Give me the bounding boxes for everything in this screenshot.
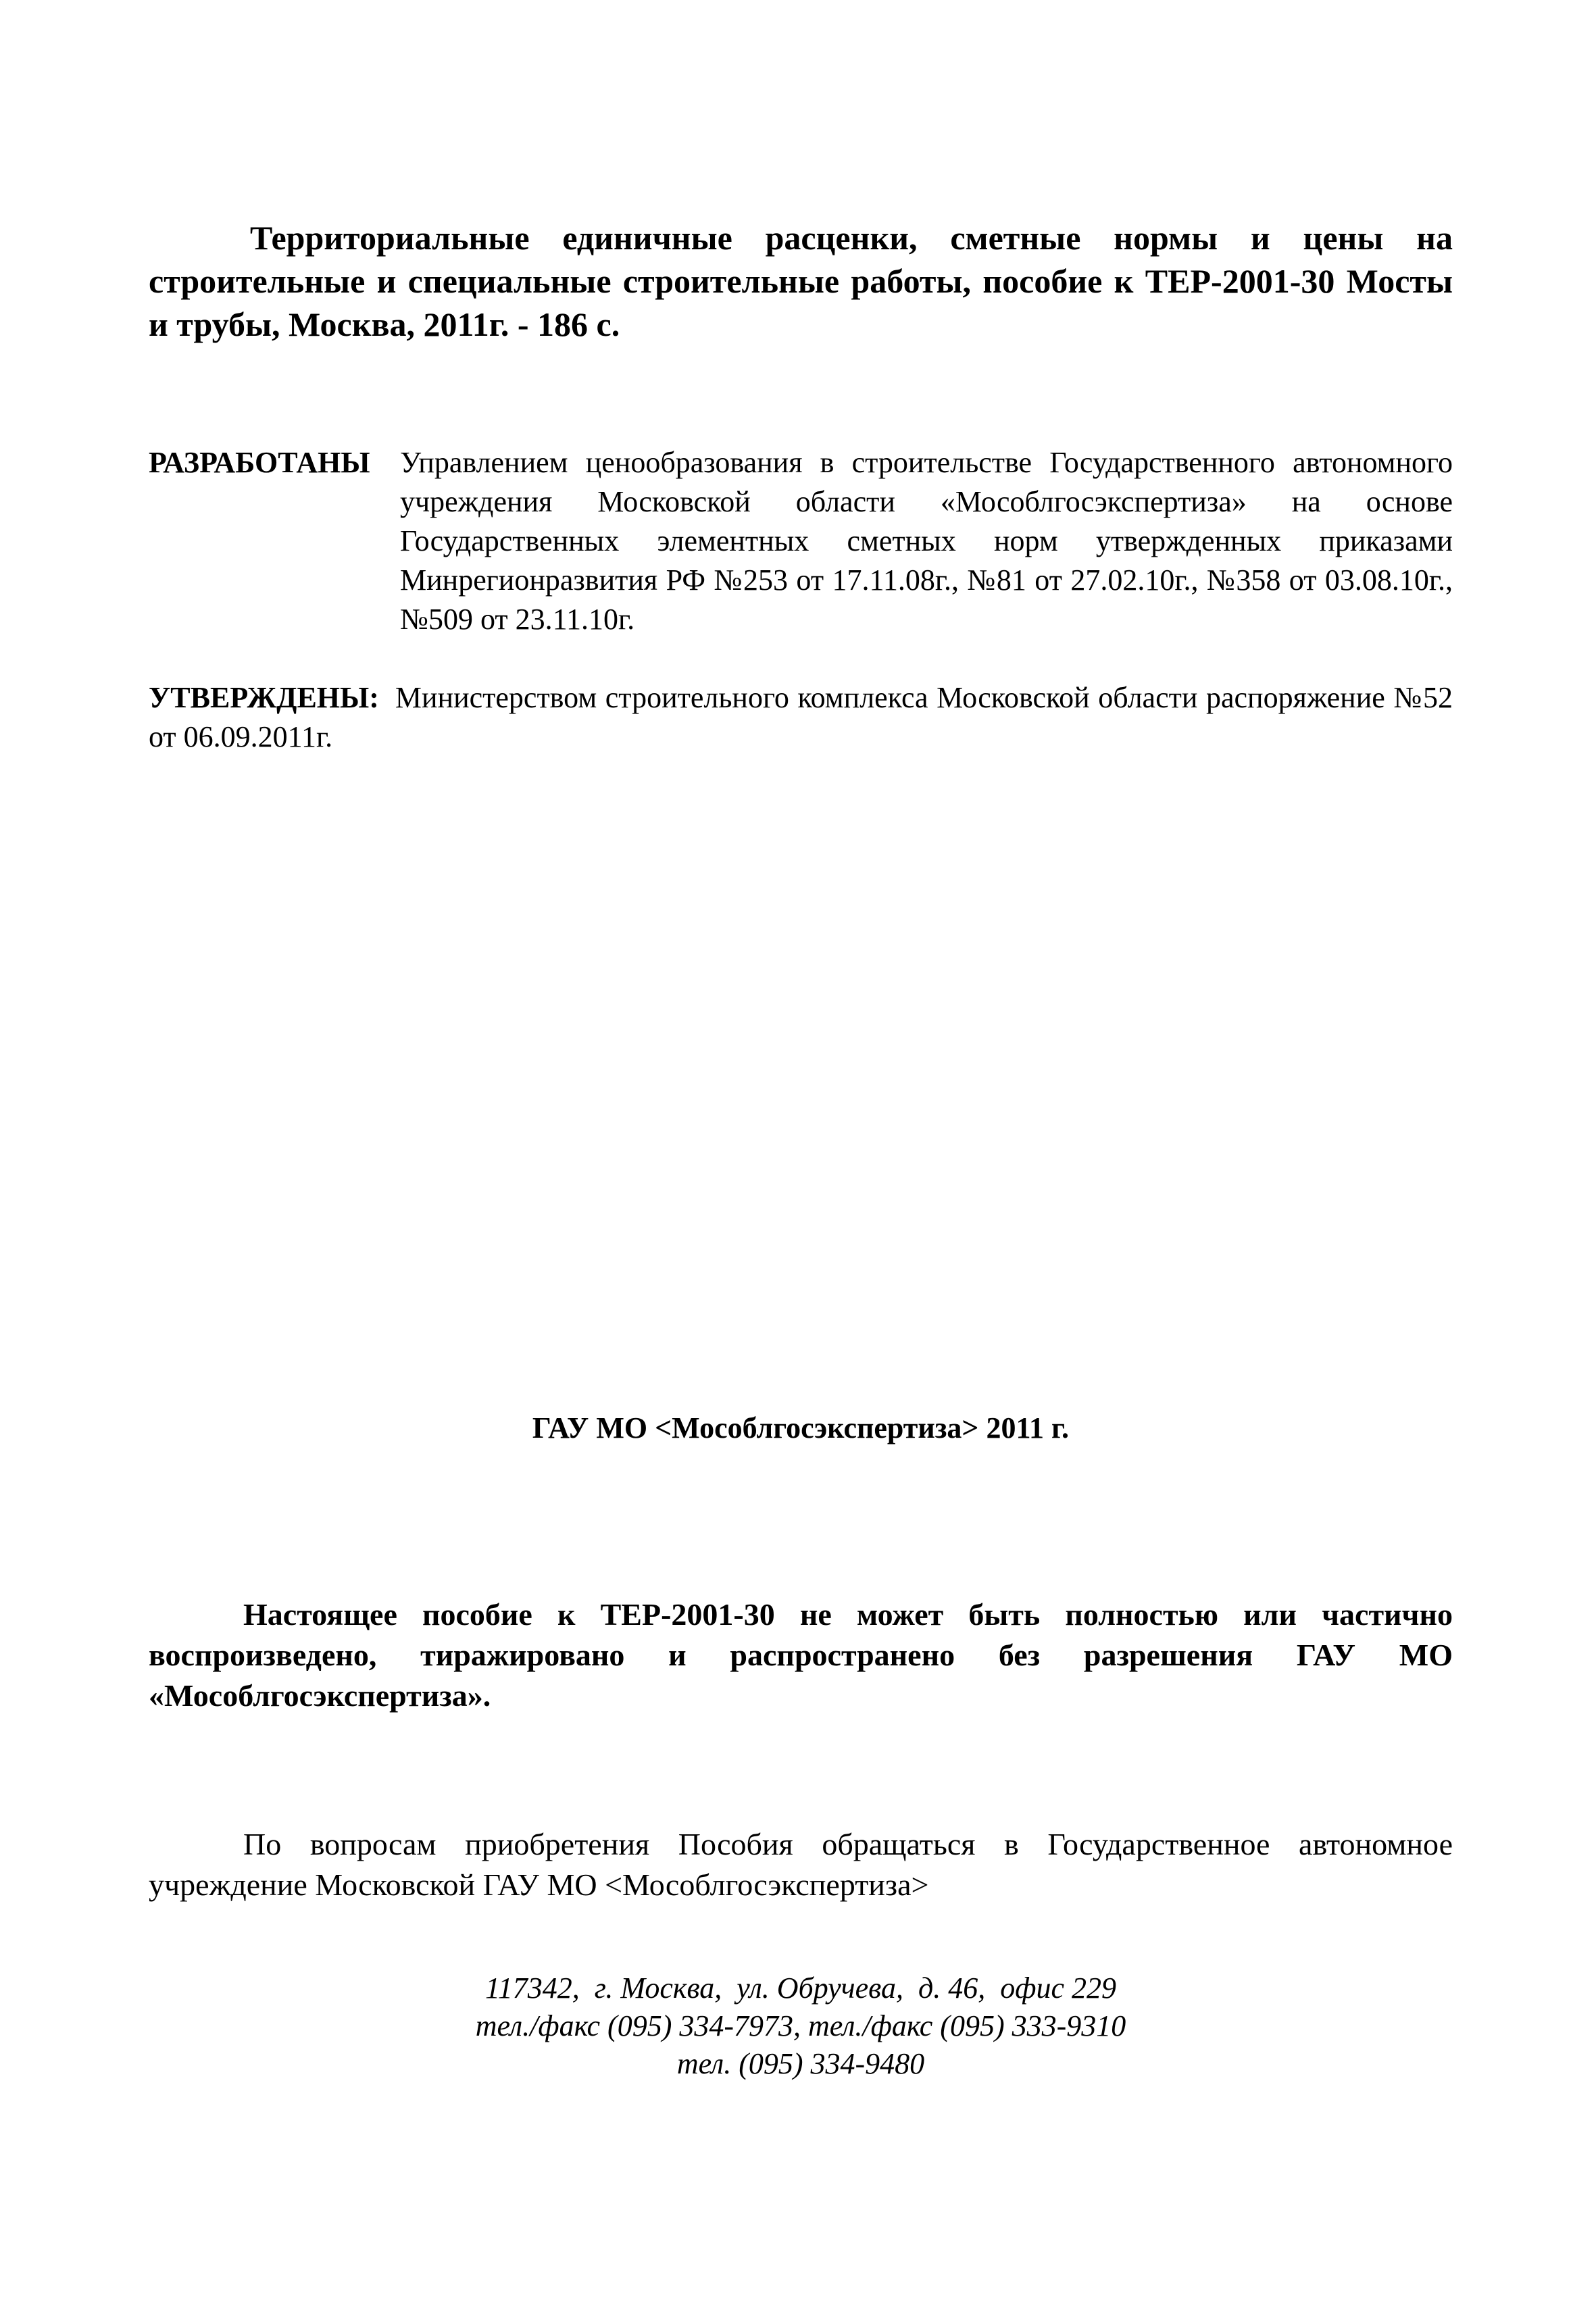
address-line-3: тел. (095) 334-9480 xyxy=(676,2047,925,2080)
approved-label: УТВЕРЖДЕНЫ: xyxy=(149,681,379,714)
contact-text: По вопросам приобретения Пособия обращаться в Государственное автономное учреждение Московской ГАУ МО <Мособлгосэкспертиза> xyxy=(149,1827,1453,1902)
address-line-1: 117342, г. Москва, ул. Обручева, д. 46, офис 229 xyxy=(485,1971,1116,2005)
approved-section xyxy=(149,678,1453,757)
address-block xyxy=(149,1969,1453,2083)
developed-label: РАЗРАБОТАНЫ xyxy=(149,446,370,479)
address-line-2: тел./факс (095) 334-7973, тел./факс (095) 333-9310 xyxy=(475,2009,1126,2042)
developed-text: Управлением ценообразования в строительстве Государственного автономного учреждения Московской области «Мособлгосэкспертиза» на основе Государственных элементных сметных норм утвержденных приказами Минрегионразвития РФ №253 от 17.11.08г., №81 от 27.02.10г., №358 от 03.08.10г., №509 от 23.11.10г. xyxy=(400,446,1453,636)
developed-section xyxy=(149,443,1453,639)
copyright-notice: Настоящее пособие к ТЕР-2001-30 не может быть полностью или частично воспроизведено, тиражировано и распространено без разрешения ГАУ МО «Мособлгосэкспертиза». xyxy=(149,1597,1453,1713)
publisher-line: ГАУ МО <Мособлгосэкспертиза> 2011 г. xyxy=(532,1411,1070,1444)
document-title: Территориальные единичные расценки, сметные нормы и цены на строительные и специальные строительные работы, пособие к ТЕР-2001-30 Мосты и трубы, Москва, 2011г. - 186 с. xyxy=(149,219,1453,343)
approved-text: Министерством строительного комплекса Московской области распоряжение №52 от 06.09.2011г. xyxy=(149,681,1453,753)
